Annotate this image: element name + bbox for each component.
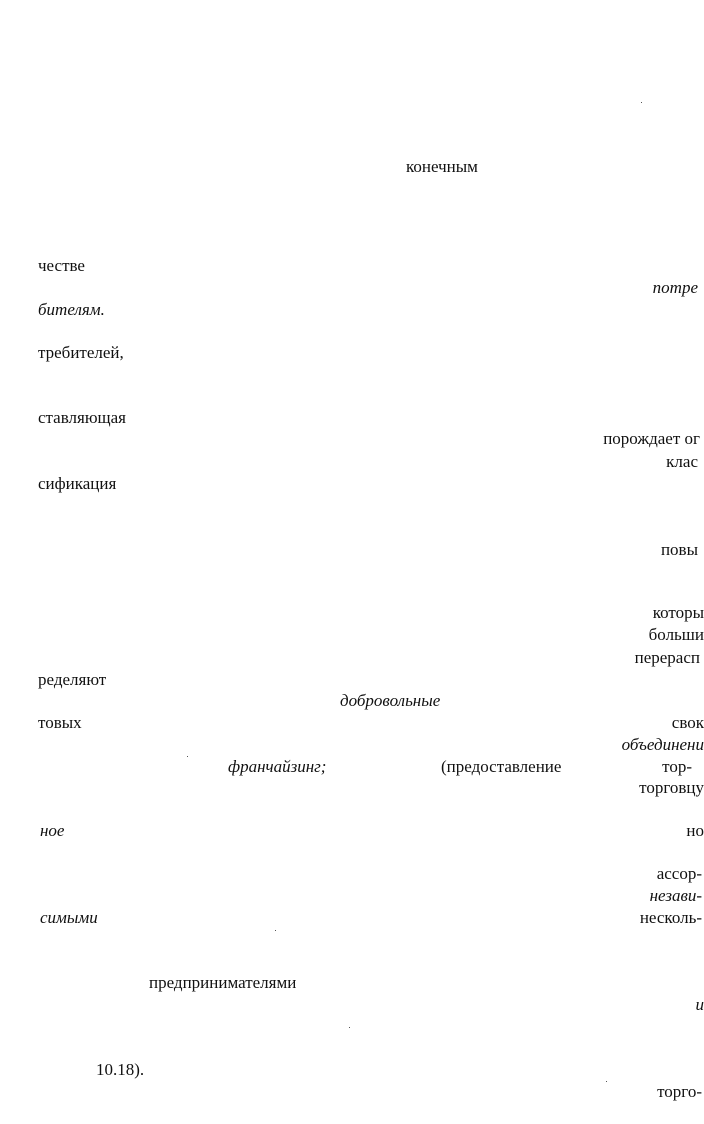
scan-speck <box>187 756 188 757</box>
text-fragment: свок <box>671 713 704 732</box>
text-fragment: перерасп <box>634 648 700 667</box>
scan-speck <box>349 1027 350 1028</box>
text-fragment: сификация <box>38 474 117 493</box>
text-fragment: порождает ог <box>603 429 700 448</box>
text-fragment: требителей, <box>38 343 124 362</box>
text-fragment-italic: незави- <box>649 886 702 905</box>
text-fragment: повы <box>660 540 698 559</box>
text-fragment: несколь- <box>639 908 702 927</box>
text-fragment: ставляющая <box>38 408 126 427</box>
text-fragment-italic: бителям. <box>38 300 105 319</box>
text-fragment-italic: симыми <box>40 908 98 927</box>
text-fragment: ределяют <box>38 670 107 689</box>
text-fragment: ассор- <box>656 864 702 883</box>
text-fragment-italic: и <box>695 995 704 1014</box>
text-fragment: торговцу <box>639 778 704 797</box>
text-fragment: товых <box>38 713 82 732</box>
text-fragment: 10.18). <box>96 1060 145 1079</box>
scan-speck <box>641 102 642 103</box>
text-fragment-italic: потре <box>652 278 698 297</box>
text-fragment: тор- <box>662 757 692 776</box>
scan-speck <box>606 1081 607 1082</box>
text-fragment: больши <box>648 625 704 644</box>
text-fragment: торго- <box>657 1082 702 1101</box>
text-fragment: предпринимателями <box>149 973 297 992</box>
text-fragment-italic: добровольные <box>340 691 441 710</box>
text-fragment-italic: объединени <box>621 735 704 754</box>
text-fragment: клас <box>666 452 698 471</box>
text-fragment-italic: ное <box>40 821 65 840</box>
text-fragment-italic: франчайзинг; <box>228 757 327 776</box>
text-fragment: честве <box>38 256 85 275</box>
text-fragment: которы <box>652 603 704 622</box>
text-fragment: но <box>686 821 704 840</box>
scan-speck <box>275 930 276 931</box>
text-fragment: (предоставление <box>441 757 562 776</box>
text-fragment: конечным <box>406 157 478 176</box>
